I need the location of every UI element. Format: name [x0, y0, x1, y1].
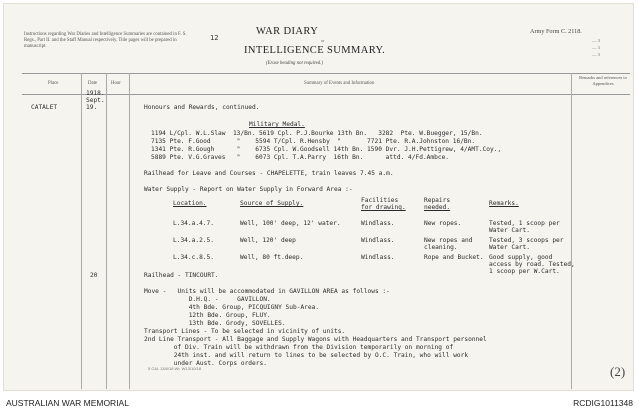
medal-line: 7135 Pte. F.Good " 5594 T/Cpl. R.Hensby " 7721 Pte. R.A.Johnston 16/Bn. — [151, 138, 476, 145]
water-supply-heading: Water Supply - Report on Water Supply in Forward Area :- — [144, 186, 353, 193]
second-line-transport: of Div. Train will be withdrawn from the Division temporarily on morning of — [144, 344, 454, 351]
water-cell: Good supply, good — [489, 254, 553, 261]
entry-year: 1918. — [86, 90, 105, 97]
water-cell: L.34.c.8.5. — [173, 254, 214, 261]
move-line: 12th Bde. Group, FLUY. — [144, 312, 271, 319]
water-cell: New ropes and — [424, 237, 473, 244]
water-cell: New ropes. — [424, 220, 462, 227]
column-header-remarks: Remarks and references to Appendices — [579, 75, 627, 86]
water-cell: cleaning. — [424, 244, 458, 251]
footer-record-id: RCDIG1011348 — [573, 398, 633, 408]
column-header-summary: Summary of Events and Information — [304, 81, 375, 86]
margin-page-mark: (2) — [610, 364, 626, 379]
entry-day-2: 20 — [90, 272, 98, 279]
medal-line: 1194 L/Cpl. W.L.Slaw 13/Bn. 5619 Cpl. P.J.Bourke 13th Bn. 3282 Pte. W.Buegger, 15/Bn. — [151, 130, 483, 137]
water-cell: Tested, 3 scoops per — [489, 237, 564, 244]
medal-line: 1341 Pte. R.Gough " 6735 Cpl. W.Goodsell 14th Bn. 1590 Dvr. J.H.Pettigrew, 4/AMT.Coy., — [151, 146, 502, 153]
title-subtitle: (Erase heading not required.) — [266, 61, 323, 66]
water-cell: L.34.a.2.5. — [173, 237, 214, 244]
army-form-mark: — 3 — [592, 45, 600, 50]
honours-heading: Honours and Rewards, continued. — [144, 104, 260, 111]
water-col-remarks: Remarks. — [489, 200, 519, 207]
water-col-repairs: Repairs — [424, 197, 451, 204]
entry-day: 19. — [86, 104, 98, 111]
water-col-facilities: for drawing. — [361, 204, 406, 211]
water-cell: Water Cart. — [489, 227, 530, 234]
water-cell: Windlass. — [361, 220, 395, 227]
column-header-date: Date — [88, 81, 98, 86]
water-cell: Windlass. — [361, 254, 395, 261]
water-cell: 1 scoop per W.Cart. — [489, 268, 560, 275]
column-header-hour: Hour — [111, 81, 121, 86]
army-form-mark: — 3 — [592, 38, 600, 43]
transport-lines-text: Transport Lines - To be selected in vicinity of units. — [144, 328, 346, 335]
railhead-leave-text: Railhead for Leave and Courses - CHAPELETTE, train leaves 7.45 a.m. — [144, 170, 394, 177]
second-line-transport: under Aust. Corps orders. — [144, 360, 267, 367]
water-cell: access by road. Tested, — [489, 261, 575, 268]
water-col-location: Location. — [173, 200, 207, 207]
column-divider — [81, 73, 82, 389]
water-cell: Tested, 1 scoop per — [489, 220, 560, 227]
header-rule-top — [22, 73, 630, 74]
footer-institution: AUSTRALIAN WAR MEMORIAL — [6, 398, 129, 408]
water-cell: Well, 120' deep — [240, 237, 296, 244]
page-number: 12 — [210, 34, 219, 42]
title-intelligence-summary: INTELLIGENCE SUMMARY. — [244, 45, 386, 56]
railhead-tincourt-text: Railhead - TINCOURT. — [144, 272, 219, 279]
move-line: Move - Units will be accommodated in GAVILLON AREA as follows :- — [144, 288, 390, 295]
diary-page — [3, 3, 634, 391]
water-cell: L.34.a.4.7. — [173, 220, 214, 227]
medal-line: 5889 Pte. V.G.Graves " 6073 Cpl. T.A.Parry 16th Bn. attd. 4/Fd.Ambce. — [151, 154, 450, 161]
title-war-diary: WAR DIARY — [256, 26, 319, 37]
water-col-source: Source of Supply. — [240, 200, 304, 207]
water-cell: Rope and Bucket. — [424, 254, 484, 261]
water-cell: Windlass. — [361, 237, 395, 244]
second-line-transport: 2nd Line Transport - All Baggage and Supply Wagons with Headquarters and Transport personnel — [144, 336, 487, 343]
move-line: 13th Bde. Grody, SOVELLES. — [144, 320, 286, 327]
second-line-transport: 24th inst. and will return to lines to be selected by O.C. Train, who will work — [144, 352, 469, 359]
water-cell: Well, 80 ft.deep. — [240, 254, 304, 261]
column-divider — [129, 73, 130, 389]
water-col-facilities: Facilities — [361, 197, 399, 204]
header-rule-bottom — [22, 94, 630, 95]
army-form-label: Army Form C. 2118. — [530, 28, 582, 35]
military-medal-heading: Military Medal. — [249, 121, 305, 128]
move-line: D.H.Q. - GAVILLON. — [144, 296, 271, 303]
entry-place: CATALET — [31, 104, 58, 111]
column-divider — [571, 73, 572, 389]
column-header-place: Place — [48, 81, 59, 86]
water-cell: Well, 100' deep, 12' water. — [240, 220, 341, 227]
army-form-mark: — 3 — [592, 52, 600, 57]
instructions-text: Instructions regarding War Diaries and Intelligence Summaries are contained in F. S. Regs., Part II. and the Staff Manual respectively. Title pages will be prepared in manuscript. — [24, 32, 187, 49]
title-or: or — [321, 38, 325, 43]
water-col-repairs: needed. — [424, 204, 451, 211]
move-line: 4th Bde. Group, PICQUIGNY Sub-Area. — [144, 304, 320, 311]
entry-month: Sept. — [86, 97, 105, 104]
water-cell: Water Cart. — [489, 244, 530, 251]
column-divider — [106, 73, 107, 389]
printer-stamp: 5 C&L 13/6/18 Wt. W13/10/18 — [148, 366, 201, 371]
